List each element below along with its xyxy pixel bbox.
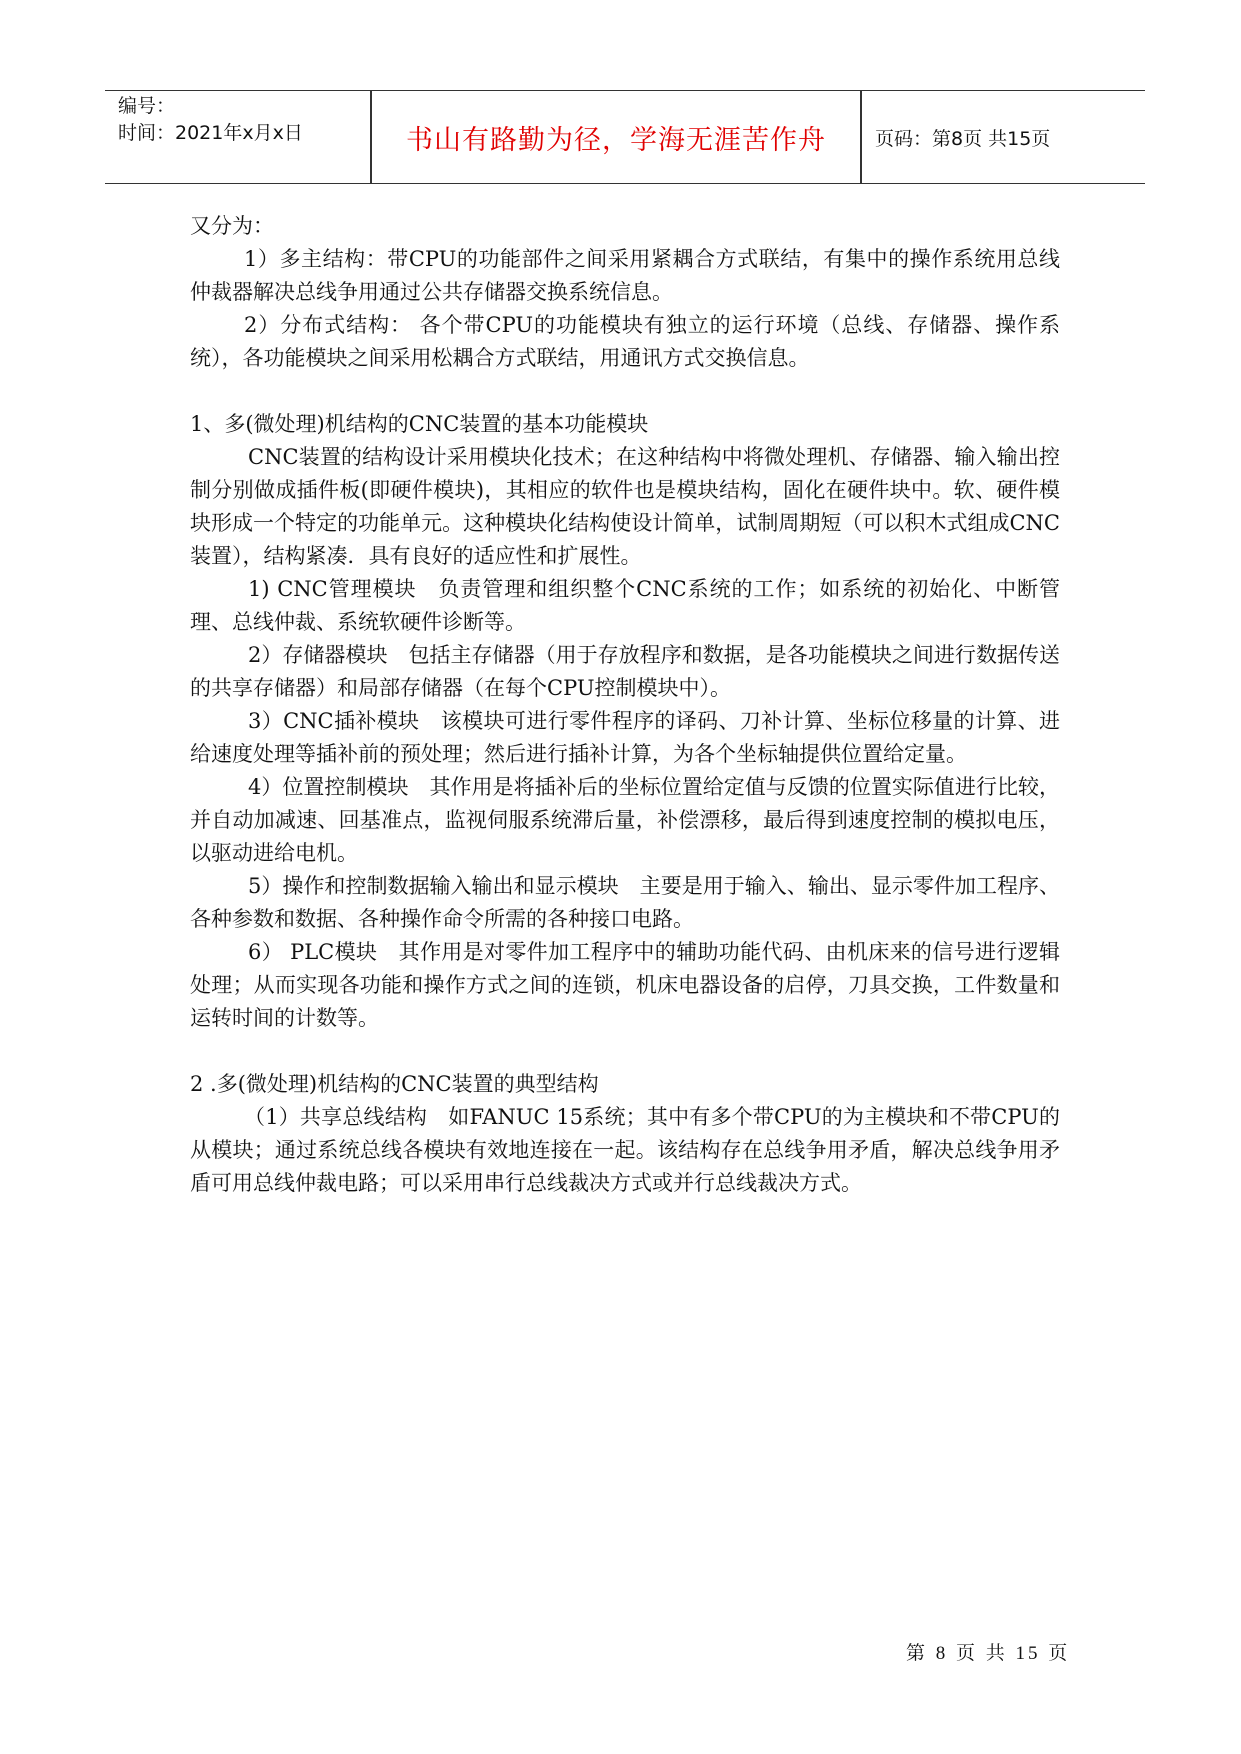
spacer	[190, 1035, 1060, 1068]
page-header	[105, 90, 1145, 184]
section-heading: 2 .多(微处理)机结构的CNC装置的典型结构	[190, 1072, 599, 1096]
header-meta	[118, 93, 358, 147]
paragraph: CNC装置的结构设计采用模块化技术；在这种结构中将微处理机、存储器、输入输出控制分别做成插件板(即硬件模块)，其相应的软件也是模块结构，固化在硬件块中。软、硬件模块形成一个特定的功能单元。这种模块化结构使设计简单，试制周期短（可以积木式组成CNC装置），结构紧凑．具有良好的适应性和扩展性。	[190, 445, 1060, 568]
paragraph: 又分为：	[190, 214, 274, 238]
paragraph: 1) CNC管理模块 负责管理和组织整个CNC系统的工作；如系统的初始化、中断管理、总线仲裁、系统软硬件诊断等。	[190, 577, 1060, 634]
paragraph: 4）位置控制模块 其作用是将插补后的坐标位置给定值与反馈的位置实际值进行比较，并自动加减速、回基准点，监视伺服系统滞后量，补偿漂移，最后得到速度控制的模拟电压，以驱动进给电机。	[190, 775, 1060, 865]
paragraph: 1）多主结构：带CPU的功能部件之间采用紧耦合方式联结，有集中的操作系统用总线仲裁器解决总线争用通过公共存储器交换系统信息。	[190, 247, 1060, 304]
header-page-label: 页码：第8页 共15页	[875, 127, 1051, 150]
document-body	[190, 210, 1060, 1200]
doc-number-label: 编号：	[118, 95, 176, 117]
spacer	[190, 375, 1060, 408]
time-label: 时间：2021年x月x日	[118, 122, 303, 144]
page-footer: 第 8 页 共 15 页	[906, 1643, 1071, 1664]
paragraph: 6） PLC模块 其作用是对零件加工程序中的辅助功能代码、由机床来的信号进行逻辑处理；从而实现各功能和操作方式之间的连锁，机床电器设备的启停，刀具交换，工件数量和运转时间的计数等。	[190, 940, 1060, 1030]
paragraph: 2）存储器模块 包括主存储器（用于存放程序和数据，是各功能模块之间进行数据传送的共享存储器）和局部存储器（在每个CPU控制模块中）。	[190, 643, 1060, 700]
header-motto: 书山有路勤为径，学海无涯苦作舟	[406, 124, 826, 156]
paragraph: 2）分布式结构： 各个带CPU的功能模块有独立的运行环境（总线、存储器、操作系统），各功能模块之间采用松耦合方式联结，用通讯方式交换信息。	[190, 313, 1060, 370]
section-heading: 1、多(微处理)机结构的CNC装置的基本功能模块	[190, 412, 649, 436]
paragraph: （1）共享总线结构 如FANUC 15系统；其中有多个带CPU的为主模块和不带CPU的从模块；通过系统总线各模块有效地连接在一起。该结构存在总线争用矛盾，解决总线争用矛盾可用总线仲裁电路；可以采用串行总线裁决方式或并行总线裁决方式。	[190, 1105, 1060, 1195]
paragraph: 5）操作和控制数据输入输出和显示模块 主要是用于输入、输出、显示零件加工程序、各种参数和数据、各种操作命令所需的各种接口电路。	[190, 874, 1060, 931]
paragraph: 3）CNC插补模块 该模块可进行零件程序的译码、刀补计算、坐标位移量的计算、进给速度处理等插补前的预处理；然后进行插补计算，为各个坐标轴提供位置给定量。	[190, 709, 1060, 766]
header-divider	[860, 91, 862, 183]
